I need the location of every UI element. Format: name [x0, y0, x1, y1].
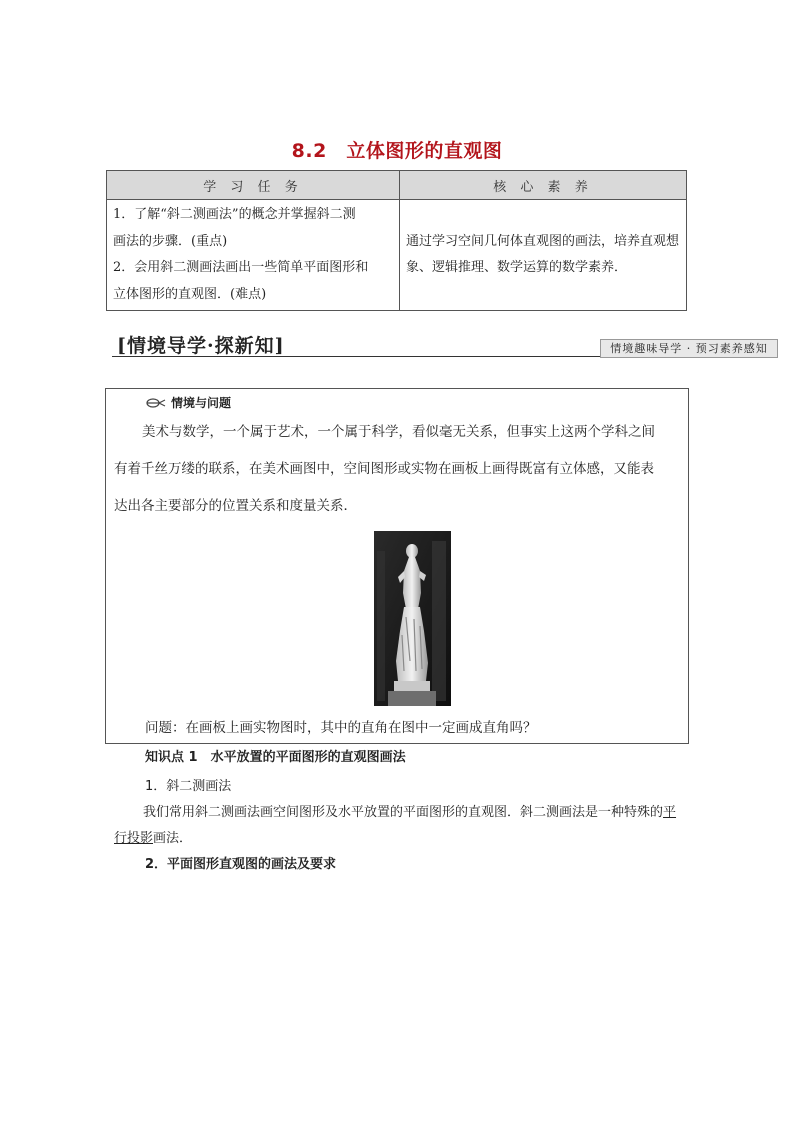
table-header-tasks: 学 习 任 务 — [107, 171, 400, 200]
section-divider — [112, 356, 600, 357]
scenario-label — [145, 394, 231, 411]
scenario-line: 美术与数学，一个属于艺术，一个属于科学，看似毫无关系，但事实上这两个学科之间 — [142, 424, 655, 440]
knowledge-item-1: 1．斜二测画法 — [145, 779, 232, 794]
learning-tasks-cell — [107, 200, 400, 311]
scenario-icon — [145, 397, 167, 409]
knowledge-item-2: 2．平面图形直观图的画法及要求 — [145, 857, 337, 872]
scenario-line: 达出各主要部分的位置关系和度量关系． — [114, 498, 357, 514]
task-line: 立体图形的直观图．(难点) — [113, 286, 267, 302]
knowledge-point-title: 知识点 1 水平放置的平面图形的直观图画法 — [145, 750, 406, 765]
core-literacy-cell: 通过学习空间几何体直观图的画法，培养直观想象、逻辑推理、数学运算的数学素养． — [400, 200, 687, 311]
paragraph-text: 我们常用斜二测画法画空间图形及水平放置的平面图形的直观图．斜二测画法是一种特殊的 — [143, 805, 664, 820]
section-tag: 情境趣味导学 · 预习素养感知 — [600, 339, 778, 358]
underlined-term: 平行投影 — [114, 805, 677, 846]
task-line: 画法的步骤．(重点) — [113, 233, 228, 249]
task-line: 2．会用斜二测画法画出一些简单平面图形和 — [113, 260, 369, 275]
paragraph-text-end: 画法． — [153, 831, 193, 846]
task-line: 1．了解“斜二测画法”的概念并掌握斜二测 — [113, 207, 356, 222]
scenario-line: 有着千丝万缕的联系，在美术画图中，空间图形或实物在画板上画得既富有立体感，又能表 — [114, 461, 654, 477]
scenario-label-text: 情境与问题 — [171, 396, 232, 410]
knowledge-paragraph — [114, 800, 682, 852]
page-title: 8.2 立体图形的直观图 — [291, 140, 503, 162]
table-header-literacy: 核 心 素 养 — [400, 171, 687, 200]
objectives-table — [106, 170, 687, 311]
scenario-question: 问题：在画板上画实物图时，其中的直角在图中一定画成直角吗？ — [145, 720, 537, 736]
section-heading: [情境导学·探新知] — [117, 335, 285, 357]
venus-statue-image — [374, 531, 451, 706]
